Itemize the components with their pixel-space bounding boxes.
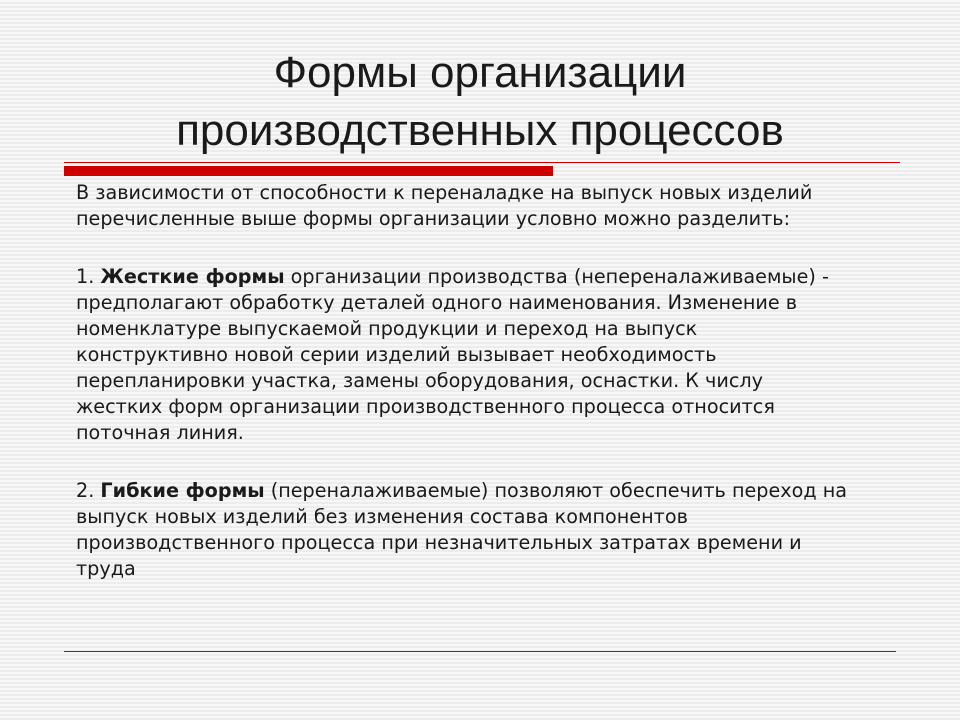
item-1-term: Жесткие формы bbox=[100, 265, 285, 288]
title-line-2: производственных процессов bbox=[176, 106, 784, 155]
item-2-term: Гибкие формы bbox=[100, 479, 265, 502]
item-1-number: 1. bbox=[76, 265, 101, 288]
item-2-paragraph bbox=[76, 478, 926, 582]
item-2-number: 2. bbox=[76, 479, 101, 502]
slide-body bbox=[76, 180, 926, 582]
title-line-1: Формы организации bbox=[273, 48, 687, 97]
item-1-paragraph bbox=[76, 264, 926, 446]
item-2-text: (переналаживаемые) позволяют обеспечить переход на выпуск новых изделий без изменения состава компонентов производственного процесса при незначительных затратах времени и труда bbox=[76, 479, 848, 580]
slide-title bbox=[60, 44, 900, 160]
item-1-text: организации производства (непереналаживаемые) - предполагают обработку деталей одного наименования. Изменение в номенклатуре выпускаемой продукции и переход на выпуск конструктивно новой серии изделий вызывает необходимость перепланировки участка, замены оборудования, оснастки. К числу жестких форм организации производственного процесса относится поточная линия. bbox=[76, 265, 829, 444]
title-divider-accent bbox=[64, 166, 553, 176]
title-divider-thin bbox=[64, 162, 900, 163]
intro-paragraph: В зависимости от способности к переналадке на выпуск новых изделий перечисленные выше формы организации условно можно разделить: bbox=[76, 181, 813, 230]
footer-divider bbox=[64, 651, 896, 652]
